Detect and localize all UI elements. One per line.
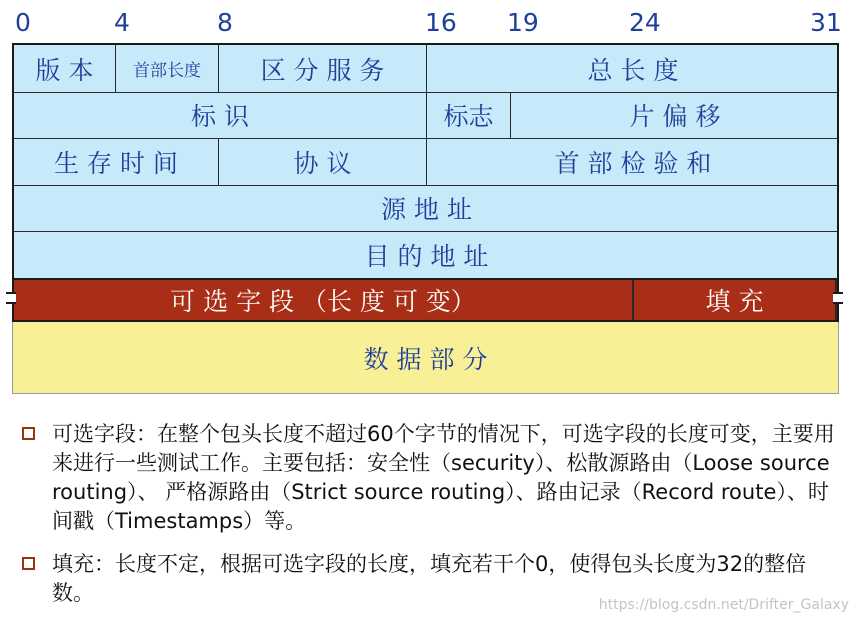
note-padding: 填充：长度不定，根据可选字段的长度，填充若干个0，使得包头长度为32的整倍数。 (22, 550, 842, 608)
bit-label-0: 0 (15, 8, 31, 37)
bit-label-16: 16 (425, 8, 457, 37)
version-field: 版 本 (14, 45, 116, 92)
identification-field: 标 识 (14, 92, 427, 138)
variable-length-marker-right (833, 292, 843, 304)
destination-address-field: 目 的 地 址 (364, 241, 489, 271)
total-length-field: 总 长 度 (587, 55, 679, 85)
variable-length-marker-left (6, 292, 16, 304)
padding-field: 填 充 (634, 280, 837, 320)
protocol-field: 协 议 (219, 138, 427, 185)
note-options: 可选字段：在整个包头长度不超过60个字节的情况下，可选字段的长度可变，主要用来进行一些测试工作。主要包括：安全性（security）、松散源路由（Loose source routing）、 严格源路由（Strict source routing）、路由记录（Record route）、时间戳（Timestamps）等。 (22, 420, 842, 536)
bit-label-8: 8 (217, 8, 233, 37)
differentiated-services-field: 区 分 服 务 (219, 45, 427, 92)
ttl-field: 生 存 时 间 (14, 138, 219, 185)
options-field: 可 选 字 段 （长 度 可 变） (14, 280, 634, 320)
notes-list (22, 420, 842, 622)
fragment-offset-field: 片 偏 移 (629, 102, 721, 131)
bit-label-4: 4 (114, 8, 130, 37)
flags-field: 标志 (427, 92, 511, 138)
bit-label-19: 19 (507, 8, 539, 37)
source-address-field: 源 地 址 (381, 195, 472, 224)
bit-ruler (0, 8, 857, 40)
bit-label-31: 31 (810, 8, 842, 37)
header-length-field: 首部长度 (116, 45, 219, 92)
bit-label-24: 24 (629, 8, 661, 37)
header-checksum-field: 首 部 检 验 和 (554, 148, 712, 178)
data-part: 数 据 部 分 (12, 322, 839, 394)
square-bullet-icon (22, 557, 35, 570)
square-bullet-icon (22, 427, 35, 440)
options-row (12, 278, 839, 322)
watermark: https://blog.csdn.net/Drifter_Galaxy (598, 597, 849, 613)
